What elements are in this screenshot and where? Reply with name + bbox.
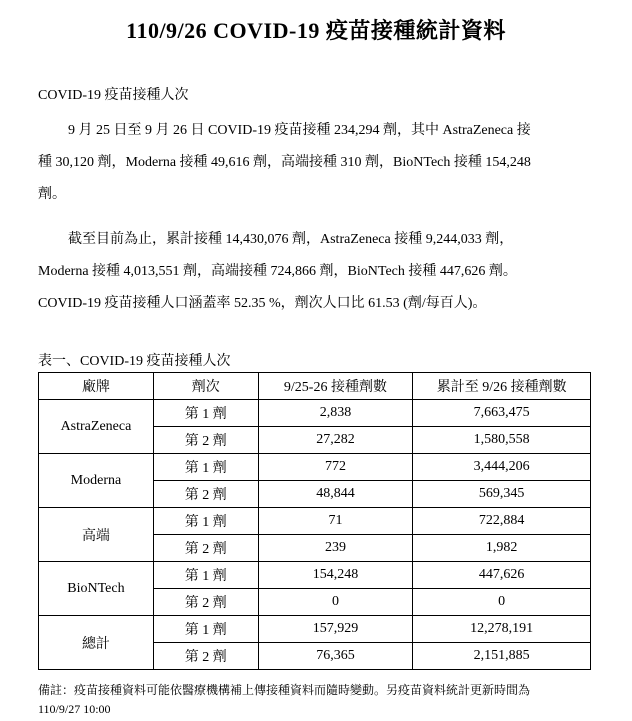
brand-cell: 高端 <box>39 508 154 562</box>
brand-cell: Moderna <box>39 454 154 508</box>
footnote <box>38 681 618 719</box>
table-caption: 表一、COVID-19 疫苗接種人次 <box>38 354 231 369</box>
vaccination-table <box>38 372 591 670</box>
period-cell: 239 <box>258 535 413 562</box>
dose-cell: 第 2 劑 <box>153 427 258 454</box>
brand-cell: BioNTech <box>39 562 154 616</box>
period-cell: 71 <box>258 508 413 535</box>
cumulative-cell: 7,663,475 <box>413 400 591 427</box>
paragraph-line: 9 月 25 日至 9 月 26 日 COVID-19 疫苗接種 234,294 劑，其中 AstraZeneca 接 <box>68 123 531 138</box>
dose-cell: 第 1 劑 <box>153 562 258 589</box>
paragraph-daily-summary <box>38 115 598 211</box>
paragraph-line: 種 30,120 劑，Moderna 接種 49,616 劑，高端接種 310 劑，BioNTech 接種 154,248 <box>38 155 531 170</box>
period-cell: 48,844 <box>258 481 413 508</box>
column-header-dose: 劑次 <box>153 373 258 400</box>
section-heading: COVID-19 疫苗接種人次 <box>38 88 189 103</box>
column-header-brand: 廠牌 <box>39 373 154 400</box>
period-cell: 0 <box>258 589 413 616</box>
column-header-period: 9/25-26 接種劑數 <box>258 373 413 400</box>
cumulative-cell: 1,580,558 <box>413 427 591 454</box>
period-cell: 772 <box>258 454 413 481</box>
dose-cell: 第 1 劑 <box>153 454 258 481</box>
period-cell: 154,248 <box>258 562 413 589</box>
period-cell: 157,929 <box>258 616 413 643</box>
cumulative-cell: 569,345 <box>413 481 591 508</box>
footnote-line: 110/9/27 10:00 <box>38 702 111 716</box>
dose-cell: 第 2 劑 <box>153 481 258 508</box>
dose-cell: 第 2 劑 <box>153 535 258 562</box>
dose-cell: 第 1 劑 <box>153 400 258 427</box>
cumulative-cell: 12,278,191 <box>413 616 591 643</box>
table-row <box>39 562 591 589</box>
period-cell: 27,282 <box>258 427 413 454</box>
table-header-row <box>39 373 591 400</box>
table-row <box>39 454 591 481</box>
cumulative-cell: 0 <box>413 589 591 616</box>
paragraph-line: 劑。 <box>38 187 66 202</box>
period-cell: 76,365 <box>258 643 413 670</box>
page-title: 110/9/26 COVID-19 疫苗接種統計資料 <box>126 18 506 43</box>
cumulative-cell: 722,884 <box>413 508 591 535</box>
cumulative-cell: 1,982 <box>413 535 591 562</box>
paragraph-line: 截至目前為止，累計接種 14,430,076 劑，AstraZeneca 接種 9,244,033 劑， <box>68 232 514 247</box>
brand-cell: AstraZeneca <box>39 400 154 454</box>
dose-cell: 第 1 劑 <box>153 508 258 535</box>
column-header-cumulative: 累計至 9/26 接種劑數 <box>413 373 591 400</box>
table-row <box>39 400 591 427</box>
table-row <box>39 616 591 643</box>
dose-cell: 第 2 劑 <box>153 643 258 670</box>
dose-cell: 第 2 劑 <box>153 589 258 616</box>
period-cell: 2,838 <box>258 400 413 427</box>
paragraph-cumulative-summary <box>38 224 598 320</box>
cumulative-cell: 447,626 <box>413 562 591 589</box>
table-row <box>39 508 591 535</box>
cumulative-cell: 3,444,206 <box>413 454 591 481</box>
dose-cell: 第 1 劑 <box>153 616 258 643</box>
cumulative-cell: 2,151,885 <box>413 643 591 670</box>
paragraph-line: Moderna 接種 4,013,551 劑，高端接種 724,866 劑，BioNTech 接種 447,626 劑。 <box>38 264 517 279</box>
paragraph-line: COVID-19 疫苗接種人口涵蓋率 52.35 %，劑次人口比 61.53 (劑/每百人)。 <box>38 296 487 311</box>
brand-cell: 總計 <box>39 616 154 670</box>
footnote-line: 備註：疫苗接種資料可能依醫療機構補上傳接種資料而隨時變動。另疫苗資料統計更新時間為 <box>38 683 531 697</box>
